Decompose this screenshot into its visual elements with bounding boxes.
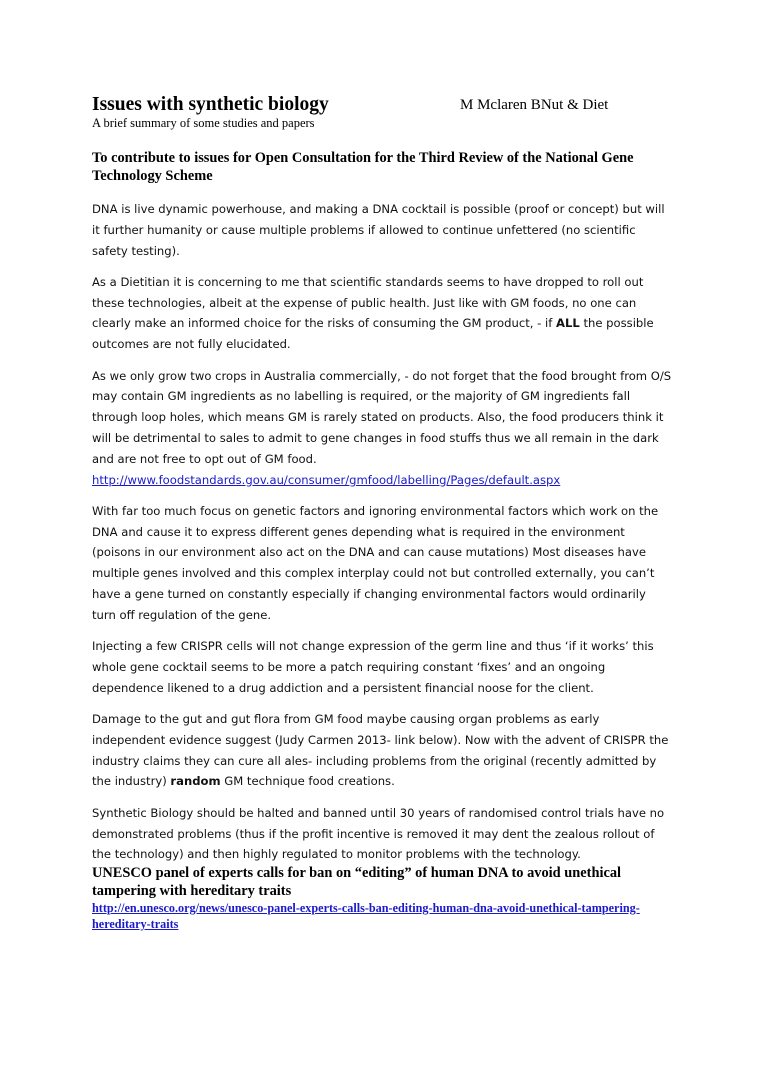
paragraph-gm-labelling <box>92 366 672 491</box>
paragraph-scientific-standards <box>92 272 672 355</box>
emphasis-all: ALL <box>556 316 580 331</box>
paragraph-gut-damage <box>92 709 672 792</box>
paragraph-crispr-cells: Injecting a few CRISPR cells will not change expression of the germ line and thus ‘if it works’ this whole gene cocktail seems to be more a patch requiring constant ‘fixes’ and an ongoing dependence likened to a drug addiction and a persistent financial noose for the client. <box>92 639 654 695</box>
paragraph-text: the possible outcomes are not fully elucidated. <box>92 316 654 352</box>
unesco-link[interactable]: http://en.unesco.org/news/unesco-panel-experts-calls-ban-editing-human-dna-avoid-unethical-tampering-hereditary-traits <box>92 901 640 931</box>
paragraph-text: GM technique food creations. <box>220 774 395 789</box>
paragraph-synthetic-biology-ban: Synthetic Biology should be halted and banned until 30 years of randomised control trials have no demonstrated problems (thus if the profit incentive is removed it may dent the zealous rollout of the technology) and then highly regulated to monitor problems with the technology. <box>92 805 665 862</box>
document-body <box>92 199 672 876</box>
consultation-heading: To contribute to issues for Open Consultation for the Third Review of the National Gene Technology Scheme <box>92 150 634 184</box>
foodstandards-link[interactable]: http://www.foodstandards.gov.au/consumer/gmfood/labelling/Pages/default.aspx <box>92 472 561 487</box>
unesco-section <box>92 865 682 932</box>
unesco-heading: UNESCO panel of experts calls for ban on “editing” of human DNA to avoid unethical tampering with hereditary traits <box>92 865 622 899</box>
paragraph-text: As we only grow two crops in Australia commercially, - do not forget that the food brought from O/S may contain GM ingredients as no labelling is required, or the majority of GM ingredients fall through loop holes, which means GM is rarely stated on products. Also, the food producers think it will be detrimental to sales to admit to gene changes in food stuffs thus we all remain in the dark and are not free to opt out of GM food. <box>92 368 672 466</box>
document-subtitle: A brief summary of some studies and papers <box>92 116 315 130</box>
paragraph-environmental-factors: With far too much focus on genetic factors and ignoring environmental factors which work on the DNA and cause it to express different genes depending what is required in the environment (poisons in our environment also act on the DNA and can cause mutations) Most diseases have multiple genes involved and this complex interplay could not but controlled externally, you can’t have a gene turned on constantly especially if changing environmental factors would ordinarily turn off regulation of the gene. <box>92 503 659 622</box>
paragraph-dna-cocktail: DNA is live dynamic powerhouse, and making a DNA cocktail is possible (proof or concept) but will it further humanity or cause multiple problems if allowed to continue unfettered (no scientific safety testing). <box>92 202 665 258</box>
document-title: Issues with synthetic biology <box>92 94 329 115</box>
document-header <box>92 93 682 137</box>
author-credit: M Mclaren BNut & Diet <box>460 97 609 113</box>
paragraph-text: Damage to the gut and gut flora from GM food maybe causing organ problems as early independent evidence suggest (Judy Carmen 2013- link below). Now with the advent of CRISPR the industry claims they can cure all ales- including problems from the original (recently admitted by the industry) <box>92 712 669 789</box>
paragraph-text: As a Dietitian it is concerning to me that scientific standards seems to have dropped to roll out these technologies, albeit at the expense of public health. Just like with GM foods, no one can clearly make an informed choice for the risks of consuming the GM product, - if <box>92 274 644 331</box>
emphasis-random: random <box>170 774 221 789</box>
